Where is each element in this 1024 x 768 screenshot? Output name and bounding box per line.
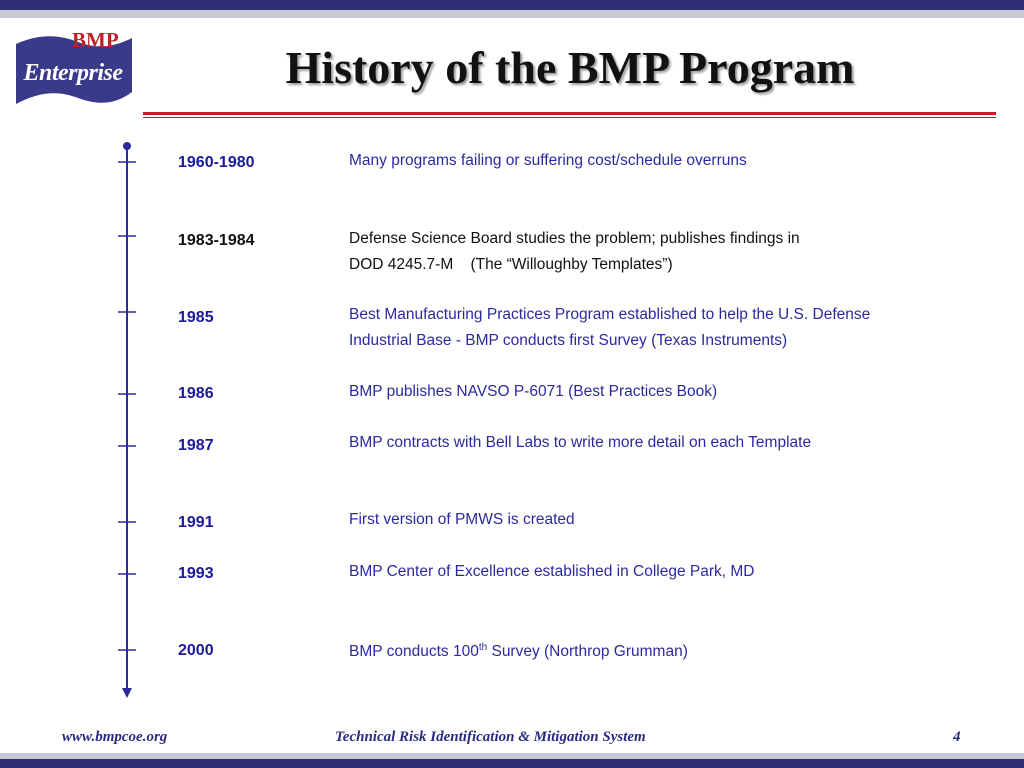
- timeline-description: [349, 379, 969, 405]
- bottom-band: [0, 759, 1024, 768]
- timeline-year: 1985: [178, 309, 214, 326]
- timeline-year: 1993: [178, 565, 214, 582]
- timeline-year: 1987: [178, 437, 214, 454]
- top-band: [0, 0, 1024, 10]
- logo-enterprise-text: Enterprise: [23, 60, 123, 86]
- description-line: BMP publishes NAVSO P-6071 (Best Practices Book): [349, 383, 718, 400]
- timeline-description: [349, 148, 969, 174]
- description-line: Defense Science Board studies the problem; publishes findings in: [349, 230, 800, 247]
- timeline-description: [349, 226, 969, 277]
- timeline-year: 1983-1984: [178, 232, 255, 249]
- bmp-enterprise-logo: [8, 26, 136, 112]
- timeline-year: 1991: [178, 514, 214, 531]
- top-band-light: [0, 10, 1024, 18]
- timeline-description: [349, 430, 969, 456]
- description-line: DOD 4245.7-M (The “Willoughby Templates”): [349, 255, 673, 273]
- title-rule-thin: [143, 117, 996, 118]
- description-line: Industrial Base - BMP conducts first Survey (Texas Instruments): [349, 331, 788, 349]
- timeline-description: [349, 507, 969, 533]
- page-title: History of the BMP Program: [285, 42, 855, 93]
- description-line: Best Manufacturing Practices Program established to help the U.S. Defense: [349, 306, 871, 323]
- timeline-year: 1960-1980: [178, 154, 255, 171]
- footer-website-link[interactable]: www.bmpcoe.org: [62, 729, 168, 745]
- description-line: Many programs failing or suffering cost/schedule overruns: [349, 152, 747, 169]
- timeline-description: [349, 559, 969, 585]
- timeline-year: 1986: [178, 385, 214, 402]
- title-rule: [143, 112, 996, 115]
- description-line: BMP contracts with Bell Labs to write more detail on each Template: [349, 434, 812, 451]
- page-number: 4: [953, 729, 961, 745]
- description-line: First version of PMWS is created: [349, 511, 575, 528]
- description-line: BMP conducts 100th Survey (Northrop Grumman): [349, 642, 688, 661]
- logo-bmp-text: BMP: [72, 28, 119, 52]
- description-line: BMP Center of Excellence established in College Park, MD: [349, 563, 755, 580]
- timeline-axis: [112, 136, 142, 704]
- timeline-description: [349, 635, 969, 665]
- timeline-description: [349, 302, 969, 353]
- timeline-year: 2000: [178, 642, 214, 659]
- footer-center-text: Technical Risk Identification & Mitigation System: [335, 729, 646, 745]
